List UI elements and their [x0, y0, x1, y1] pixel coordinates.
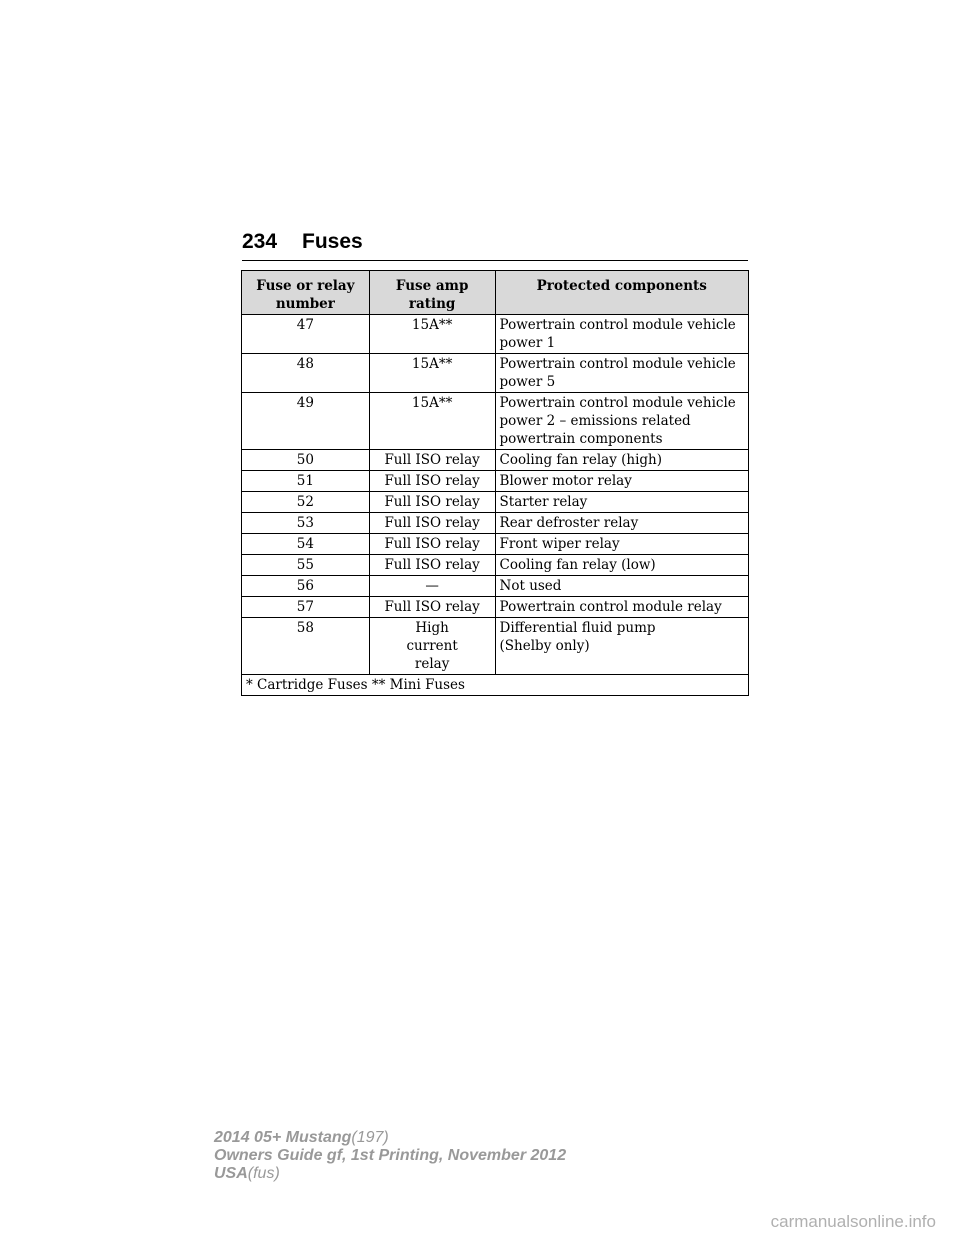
fuse-number: 56 — [242, 576, 370, 597]
fuse-components: Front wiper relay — [495, 534, 748, 555]
fuse-components: Rear defroster relay — [495, 513, 748, 534]
footer-model: 2014 05+ Mustang — [214, 1129, 352, 1146]
fuse-rating: High current relay — [369, 618, 495, 675]
fuse-components: Powertrain control module vehicle power 2 – emissions related powertrain components — [495, 393, 748, 450]
fuse-number: 51 — [242, 471, 370, 492]
table-footnote-row — [242, 675, 749, 696]
page-number: 234 — [242, 230, 278, 253]
fuse-number: 49 — [242, 393, 370, 450]
table-row — [242, 354, 749, 393]
footer-market: USA — [214, 1165, 248, 1182]
fuse-number: 54 — [242, 534, 370, 555]
fuse-rating: Full ISO relay — [369, 555, 495, 576]
fuse-components: Blower motor relay — [495, 471, 748, 492]
fuse-rating: Full ISO relay — [369, 534, 495, 555]
fuse-components: Not used — [495, 576, 748, 597]
footer-market-code: (fus) — [247, 1165, 280, 1182]
fuse-rating: Full ISO relay — [369, 492, 495, 513]
table-row — [242, 492, 749, 513]
fuse-rating: — — [369, 576, 495, 597]
footer-line-3 — [214, 1165, 566, 1183]
column-header-components: Protected components — [495, 271, 748, 315]
fuse-number: 50 — [242, 450, 370, 471]
fuse-rating: 15A** — [369, 393, 495, 450]
fuse-rating: Full ISO relay — [369, 450, 495, 471]
table-row — [242, 555, 749, 576]
fuse-rating: Full ISO relay — [369, 513, 495, 534]
fuse-number: 52 — [242, 492, 370, 513]
table-footnote: * Cartridge Fuses ** Mini Fuses — [242, 675, 749, 696]
fuse-components: Differential fluid pump (Shelby only) — [495, 618, 748, 675]
table-row — [242, 450, 749, 471]
table-row — [242, 393, 749, 450]
table-row — [242, 513, 749, 534]
table-row — [242, 471, 749, 492]
watermark: carmanualsonline.info — [770, 1212, 936, 1231]
fuse-components: Powertrain control module relay — [495, 597, 748, 618]
table-row — [242, 534, 749, 555]
table-row — [242, 315, 749, 354]
fuse-number: 55 — [242, 555, 370, 576]
section-title: Fuses — [302, 230, 363, 253]
column-header-number: Fuse or relay number — [242, 271, 370, 315]
table-row — [242, 576, 749, 597]
footer-line-1 — [214, 1129, 566, 1147]
fuse-number: 53 — [242, 513, 370, 534]
fuse-number: 58 — [242, 618, 370, 675]
fuse-number: 47 — [242, 315, 370, 354]
column-header-rating: Fuse amp rating — [369, 271, 495, 315]
table-row — [242, 618, 749, 675]
footer-model-code: (197) — [351, 1129, 389, 1146]
document-footer — [214, 1129, 566, 1183]
page-header — [242, 228, 748, 261]
footer-line-2: Owners Guide gf, 1st Printing, November 2012 — [214, 1147, 567, 1164]
fuse-number: 57 — [242, 597, 370, 618]
fuse-number: 48 — [242, 354, 370, 393]
fuse-components: Starter relay — [495, 492, 748, 513]
fuse-rating: Full ISO relay — [369, 471, 495, 492]
fuse-components: Powertrain control module vehicle power 5 — [495, 354, 748, 393]
fuse-components: Cooling fan relay (low) — [495, 555, 748, 576]
fuse-table — [241, 270, 749, 696]
fuse-components: Powertrain control module vehicle power 1 — [495, 315, 748, 354]
fuse-rating: 15A** — [369, 315, 495, 354]
fuse-rating: 15A** — [369, 354, 495, 393]
fuse-rating: Full ISO relay — [369, 597, 495, 618]
table-row — [242, 597, 749, 618]
table-header-row — [242, 271, 749, 315]
fuse-components: Cooling fan relay (high) — [495, 450, 748, 471]
